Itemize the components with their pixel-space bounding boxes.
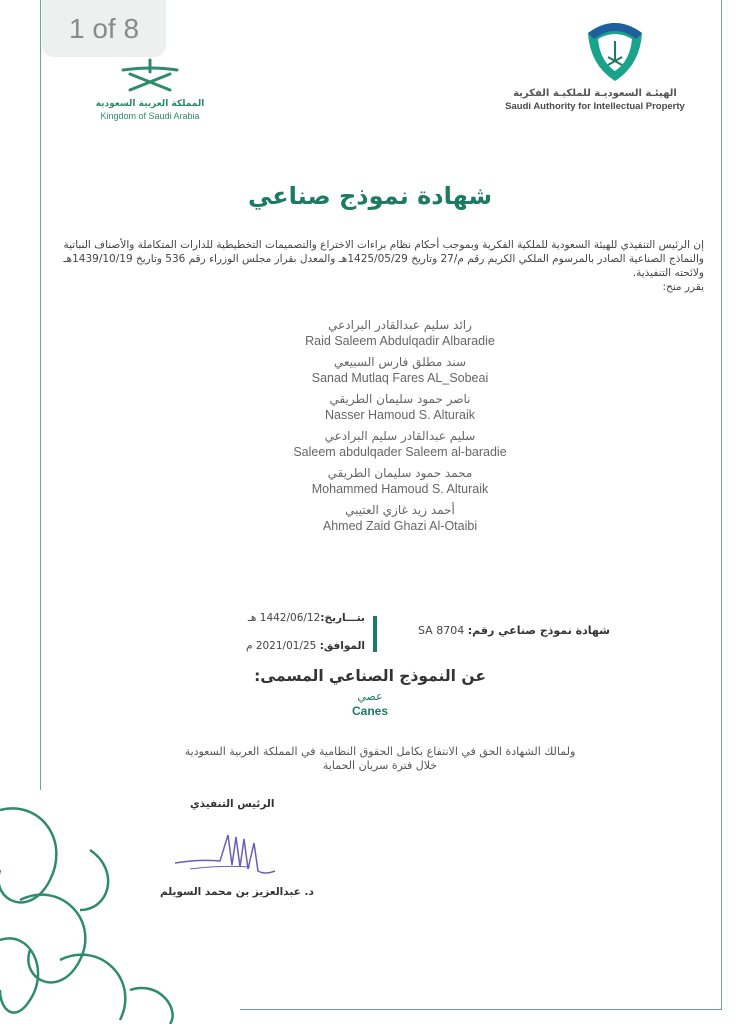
page-indicator: 1 of 8 bbox=[42, 0, 166, 57]
rights-line-1: ولمالك الشهادة الحق في الانتفاع بكامل الحقوق النظامية في المملكة العربية السعودية bbox=[184, 745, 576, 758]
saip-name-en: Saudi Authority for Intellectual Property bbox=[505, 101, 685, 112]
model-name-ar: عصي bbox=[357, 690, 383, 703]
intro-paragraph bbox=[52, 238, 704, 294]
owner-name-en: Raid Saleem Abdulqadir Albaradie bbox=[305, 334, 495, 348]
owner-name-ar: أحمد زيد غازي العتيبي bbox=[345, 503, 455, 517]
date-hijri-value: 1442/06/12 هـ bbox=[247, 612, 321, 624]
owner-name-en: Ahmed Zaid Ghazi Al-Otaibi bbox=[322, 519, 478, 533]
owner-item bbox=[250, 466, 550, 503]
model-heading: عن النموذج الصناعي المسمى: bbox=[254, 667, 486, 685]
signatory-name: د. عبدالعزيز بن محمد السويلم bbox=[160, 886, 314, 898]
owner-name-ar: ناصر حمود سليمان الطريقي bbox=[329, 392, 471, 406]
intro-text: إن الرئيس التنفيذي للهيئة السعودية للملكية الفكرية وبموجب أحكام نظام براءات الاختراع والتصميمات التخطيطية للدارات المتكاملة والأصناف النباتية والنماذج الصناعية الصادر بالمرسوم الملكي الكريم رقم م/27 وتاريخ 1425/05/29هـ والمعدل بقرار مجلس الوزراء رقم 536 وتاريخ 1439/10/19هـ ولائحته التنفيذية. bbox=[63, 239, 704, 279]
certificate-number: SA 8704 bbox=[418, 624, 465, 637]
kingdom-name-en: Kingdom of Saudi Arabia bbox=[100, 111, 200, 121]
owner-name-en: Sanad Mutlaq Fares AL_Sobeai bbox=[311, 371, 489, 385]
owner-name-ar: سليم عبدالقادر سليم البرادعي bbox=[324, 429, 476, 443]
kingdom-logo bbox=[80, 58, 220, 122]
owner-name-ar: رائد سليم عبدالقادر البرادعي bbox=[328, 318, 472, 332]
owner-name-en: Nasser Hamoud S. Alturaik bbox=[324, 408, 476, 422]
owner-item bbox=[250, 503, 550, 540]
certificate-title: شهادة نموذج صناعي bbox=[247, 182, 493, 210]
kingdom-name-ar: المملكة العربية السعودية bbox=[95, 99, 205, 109]
date-label: بتـــاريخ: bbox=[320, 612, 365, 624]
owner-name-en: Mohammed Hamoud S. Alturaik bbox=[311, 482, 489, 496]
date-gregorian-value: 2021/01/25 م bbox=[245, 640, 317, 652]
certificate-number-label: شهادة نموذج صناعي رقم: bbox=[467, 624, 610, 637]
gregorian-date bbox=[246, 640, 365, 652]
saip-shield-icon bbox=[580, 15, 650, 83]
rights-line-2: خلال فترة سريان الحماية bbox=[322, 759, 438, 772]
divider bbox=[373, 616, 377, 652]
saip-logo bbox=[480, 15, 710, 113]
owner-item bbox=[250, 392, 550, 429]
owner-name-en: Saleem abdulqader Saleem al-baradie bbox=[293, 445, 507, 459]
signature-icon bbox=[170, 825, 280, 885]
model-name bbox=[0, 690, 740, 718]
certificate-details bbox=[200, 612, 610, 662]
owner-item bbox=[250, 355, 550, 392]
hijri-date bbox=[248, 612, 365, 624]
corresponding-label: الموافق: bbox=[319, 640, 365, 652]
model-name-en: Canes bbox=[351, 704, 389, 718]
grants-to-label: يقرر منح: bbox=[662, 281, 704, 293]
rights-statement bbox=[150, 745, 610, 773]
saip-name-ar: الهيئـة السعوديـة للملكيـة الفكرية bbox=[513, 88, 677, 99]
owner-item bbox=[250, 429, 550, 466]
owner-item bbox=[250, 318, 550, 355]
executive-title: الرئيس التنفيذي bbox=[190, 798, 275, 810]
owners-list bbox=[250, 318, 550, 540]
palm-swords-emblem-icon bbox=[115, 58, 185, 94]
owner-name-ar: محمد حمود سليمان الطريقي bbox=[327, 466, 473, 480]
owner-name-ar: سند مطلق فارس السبيعي bbox=[333, 355, 467, 369]
